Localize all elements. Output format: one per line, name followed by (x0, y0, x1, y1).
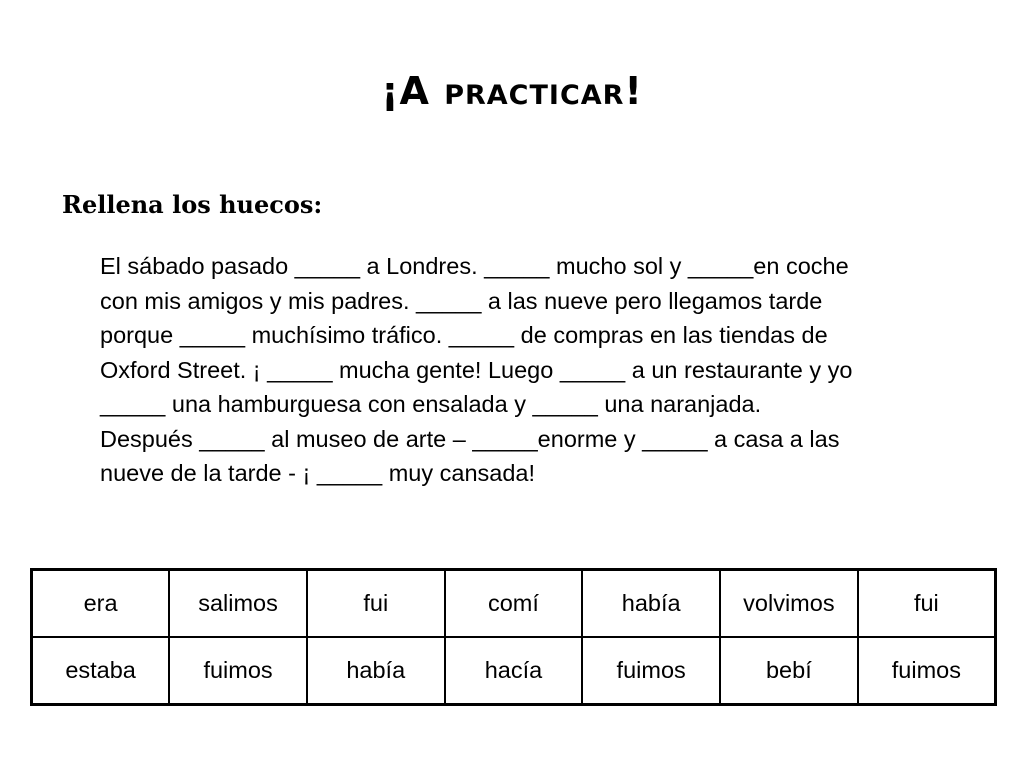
word-bank-cell: fui (307, 570, 445, 638)
word-bank-cell: bebí (720, 637, 858, 705)
exercise-line: porque _____ muchísimo tráfico. _____ de compras en las tiendas de (100, 322, 828, 348)
word-bank-cell: había (582, 570, 720, 638)
word-bank-table (30, 568, 997, 706)
word-bank-cell: era (32, 570, 170, 638)
word-bank-cell: salimos (169, 570, 307, 638)
word-bank-cell: hacía (445, 637, 583, 705)
exercise-line: Después _____ al museo de arte – _____enorme y _____ a casa a las (100, 425, 840, 452)
exercise-line: Oxford Street. ¡ _____ mucha gente! Luego _____ a un restaurante y yo (100, 356, 853, 383)
word-bank-cell: fuimos (169, 637, 307, 705)
exercise-line: con mis amigos y mis padres. _____ a las nueve pero llegamos tarde (100, 287, 823, 314)
exercise-paragraph (100, 249, 1020, 491)
word-bank-cell: volvimos (720, 570, 858, 638)
exercise-line: El sábado pasado _____ a Londres. _____ mucho sol y _____en coche (100, 253, 849, 279)
word-bank-row (32, 637, 996, 705)
instruction-heading: Rellena los huecos: (62, 190, 323, 219)
word-bank-cell: fuimos (858, 637, 996, 705)
slide-title: ¡A practicar! (381, 69, 643, 113)
word-bank-cell: fuimos (582, 637, 720, 705)
exercise-line: _____ una hamburguesa con ensalada y _____ una naranjada. (100, 391, 762, 417)
word-bank-cell: había (307, 637, 445, 705)
word-bank-cell: comí (445, 570, 583, 638)
word-bank-row (32, 570, 996, 638)
exercise-line: nueve de la tarde - ¡ _____ muy cansada! (100, 460, 536, 486)
word-bank-cell: estaba (32, 637, 170, 705)
word-bank-cell: fui (858, 570, 996, 638)
